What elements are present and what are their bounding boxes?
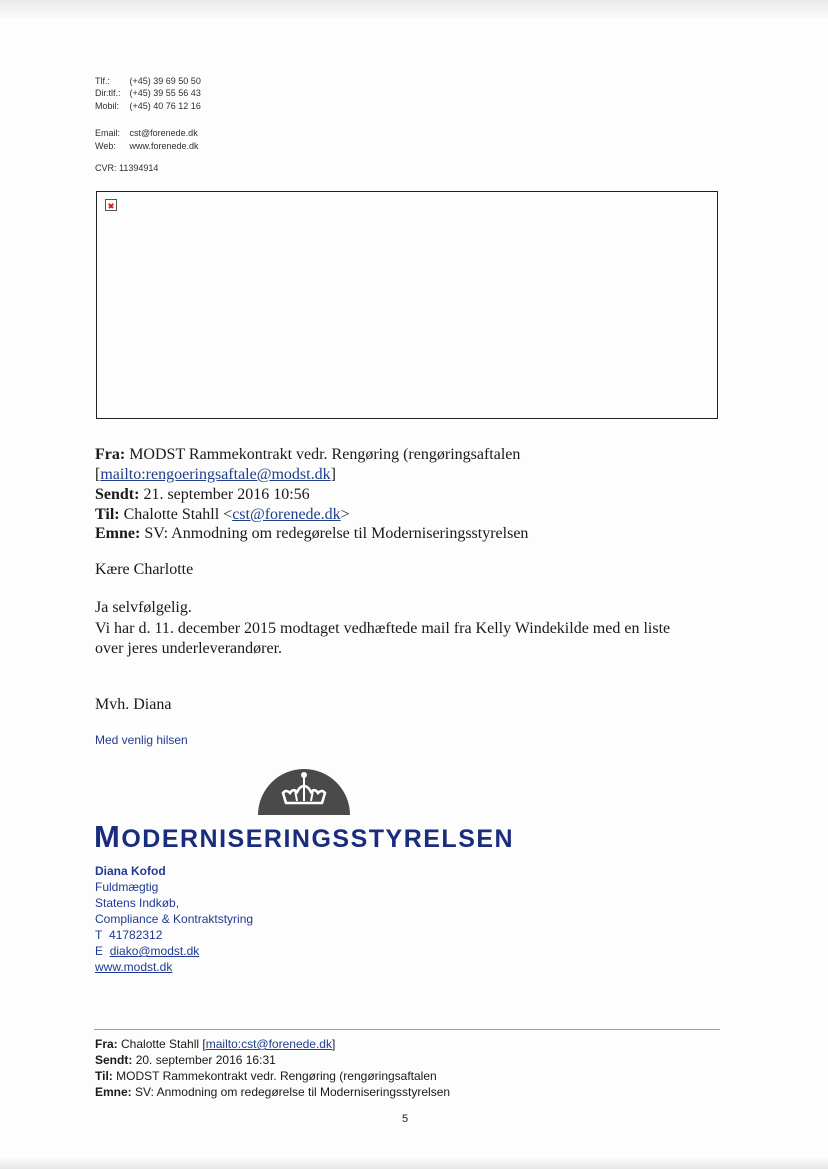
mobil-value: (+45) 40 76 12 16 <box>129 100 201 111</box>
image-placeholder <box>96 191 718 419</box>
tlf-value: (+45) 39 69 50 50 <box>129 76 201 86</box>
sender-signature <box>95 75 201 174</box>
broken-image-icon <box>105 199 117 211</box>
fwd-to-value: MODST Rammekontrakt vedr. Rengøring (rengøringsaftalen <box>116 1069 437 1083</box>
email-value: cst@forenede.dk <box>129 128 198 139</box>
scan-edge-bottom <box>0 1156 828 1169</box>
email-label: Email: <box>95 128 121 139</box>
fwd-sent-value: 20. september 2016 16:31 <box>135 1053 276 1067</box>
subject-label: Emne: <box>95 525 141 542</box>
from-mailto-link[interactable]: mailto:rengoeringsaftale@modst.dk <box>100 466 331 483</box>
fwd-from-mailto-link[interactable]: mailto:cst@forenede.dk <box>205 1037 332 1051</box>
contact-web-link[interactable]: www.modst.dk <box>95 960 173 974</box>
fwd-subject-label: Emne: <box>95 1085 132 1099</box>
from-label: Fra: <box>95 446 126 463</box>
contact-title: Fuldmægtig <box>95 880 159 894</box>
crown-crest-logo <box>258 763 350 815</box>
email-to-line: Til: Chalotte Stahll <cst@forenede.dk> <box>95 506 350 523</box>
separator-line <box>94 1029 720 1030</box>
sent-value: 21. september 2016 10:56 <box>143 486 310 503</box>
dirtlf-label: Dir.tlf.: <box>95 88 121 99</box>
sent-label: Sendt: <box>95 486 140 503</box>
contact-block <box>95 863 253 975</box>
closing: Med venlig hilsen <box>95 733 188 747</box>
to-email-link[interactable]: cst@forenede.dk <box>232 506 341 523</box>
email-from-link-line: [mailto:rengoeringsaftale@modst.dk] <box>95 466 336 483</box>
fwd-subject-value: SV: Anmodning om redegørelse til Moderniseringsstyrelsen <box>135 1085 451 1099</box>
to-label: Til: <box>95 506 120 523</box>
email-sent-line <box>95 486 310 504</box>
to-name: Chalotte Stahll <box>123 506 220 523</box>
web-value: www.forenede.dk <box>129 140 199 151</box>
fwd-from-label: Fra: <box>95 1037 118 1051</box>
tlf-label: Tlf.: <box>95 76 110 86</box>
email-from-line <box>95 446 520 464</box>
dirtlf-value: (+45) 39 55 56 43 <box>129 88 201 99</box>
web-label: Web: <box>95 140 116 151</box>
fwd-to-label: Til: <box>95 1069 113 1083</box>
contact-org: Statens Indkøb, <box>95 896 180 910</box>
email-subject-line <box>95 525 528 543</box>
greeting: Kære Charlotte <box>95 561 194 578</box>
body-line-1: Ja selvfølgelig. <box>95 599 192 616</box>
contact-name: Diana Kofod <box>95 864 166 878</box>
signoff: Mvh. Diana <box>95 696 172 713</box>
wordmark-first-letter: M <box>94 819 122 854</box>
fwd-sent-label: Sendt: <box>95 1053 133 1067</box>
subject-value: SV: Anmodning om redegørelse til Moderniseringsstyrelsen <box>144 525 529 542</box>
contact-email-row <box>95 943 253 959</box>
scan-edge-top <box>0 0 828 22</box>
cvr-number: CVR: 11394914 <box>95 162 159 173</box>
contact-phone: 41782312 <box>109 928 163 942</box>
phone-prefix: T <box>95 928 103 942</box>
from-value: MODST Rammekontrakt vedr. Rengøring (rengøringsaftalen <box>129 446 521 463</box>
email-prefix: E <box>95 944 104 958</box>
agency-wordmark <box>94 819 514 855</box>
wordmark-rest: ODERNISERINGSSTYRELSEN <box>121 825 515 853</box>
contact-dept: Compliance & Kontraktstyring <box>95 912 254 926</box>
contact-phone-row <box>95 927 253 943</box>
fwd-from-value: Chalotte Stahll <box>121 1037 200 1051</box>
mobil-label: Mobil: <box>95 100 120 111</box>
forwarded-header: Fra: Chalotte Stahll [mailto:cst@forenede.dk] Sendt: 20. september 2016 16:31 Til: MODST Rammekontrakt vedr. Rengøring (rengøringsaftalen Emne: SV: Anmodning om redegørelse til Moderniseringsstyrelsen <box>95 1037 451 1099</box>
body-line-3: over jeres underleverandører. <box>95 640 283 657</box>
page-number: 5 <box>402 1113 409 1125</box>
body-line-2: Vi har d. 11. december 2015 modtaget vedhæftede mail fra Kelly Windekilde med en liste <box>95 620 671 637</box>
contact-email-link[interactable]: diako@modst.dk <box>109 944 200 958</box>
